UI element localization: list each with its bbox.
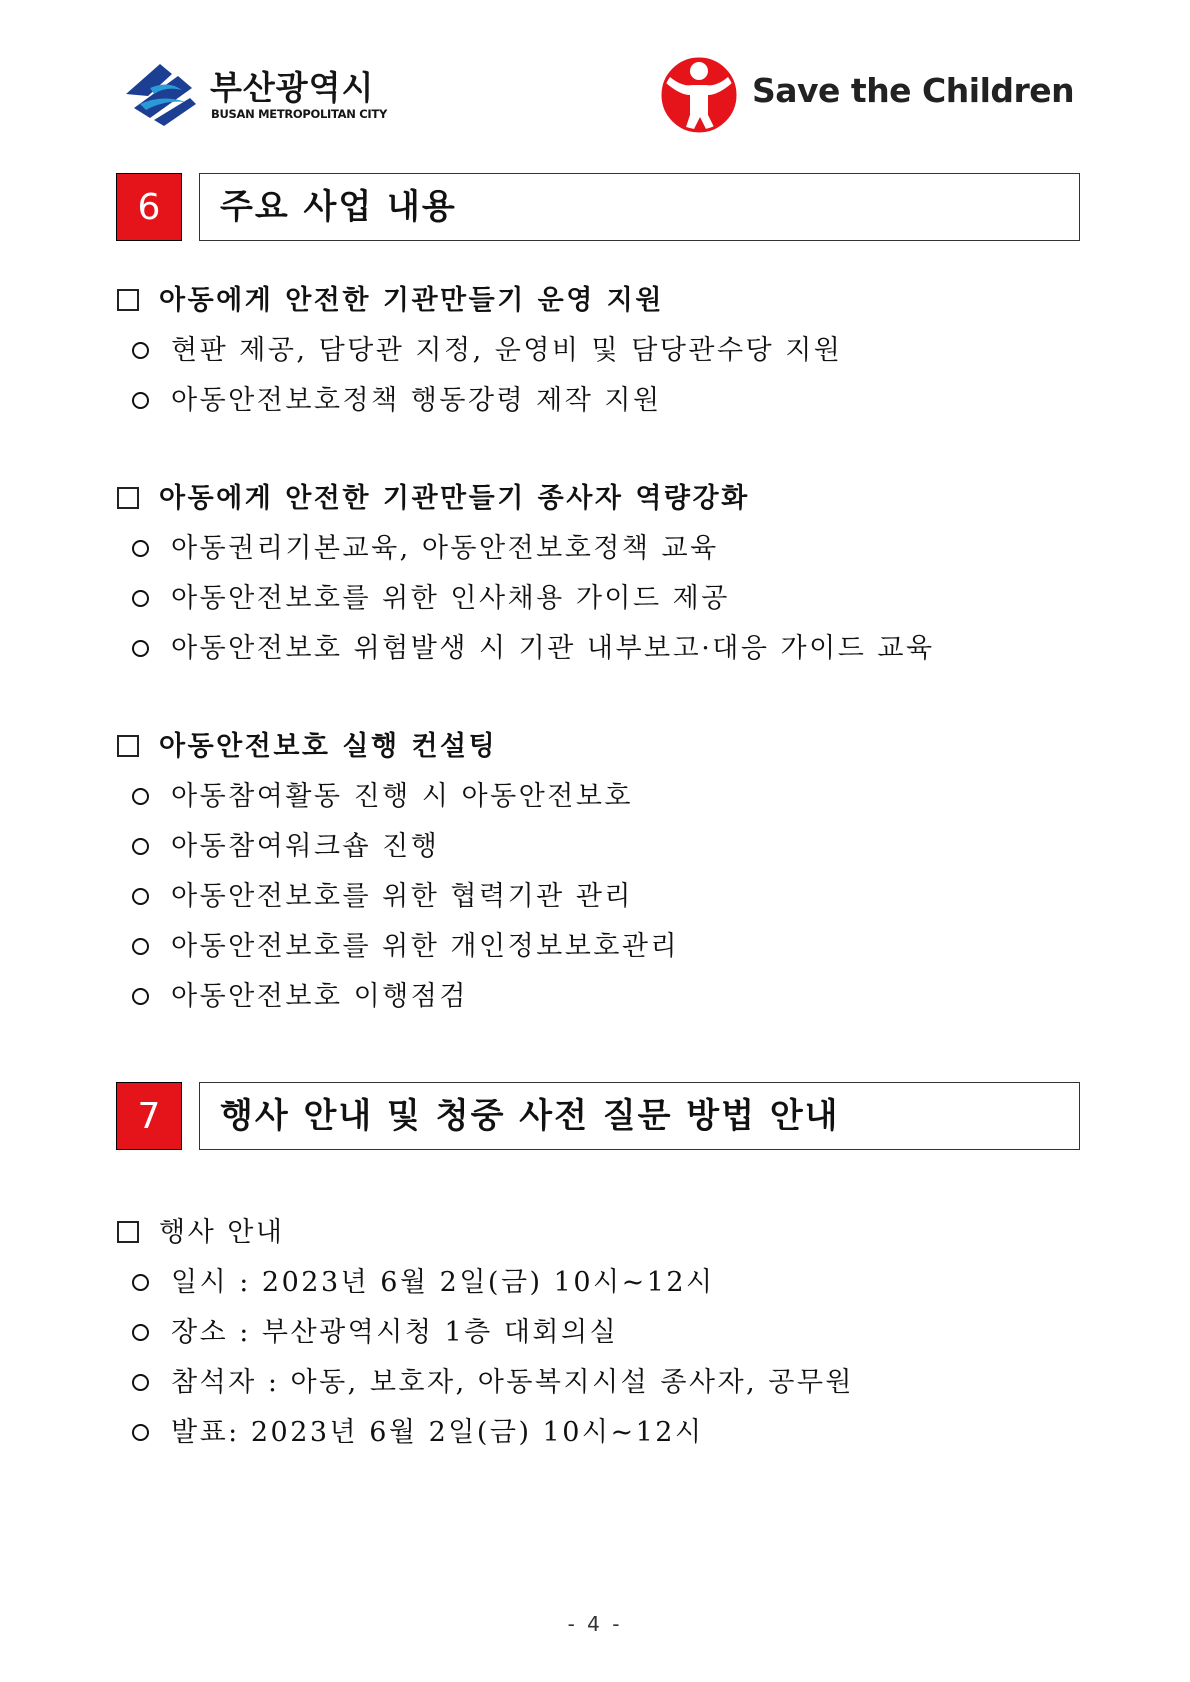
list-item — [116, 822, 1080, 872]
circle-bullet-icon — [132, 342, 149, 359]
circle-bullet-icon — [132, 590, 149, 607]
section-number: 7 — [116, 1082, 182, 1150]
busan-english-name: BUSAN METROPOLITAN CITY — [211, 107, 387, 121]
circle-bullet-icon — [132, 640, 149, 657]
list-item — [116, 772, 1080, 822]
list-item-text: 현판 제공, 담당관 지정, 운영비 및 담당관수당 지원 — [171, 335, 843, 366]
list-item — [116, 624, 1080, 674]
circle-bullet-icon — [132, 888, 149, 905]
group-title — [116, 722, 1080, 772]
content-group — [116, 474, 1080, 674]
list-item-text: 아동안전보호정책 행동강령 제작 지원 — [171, 385, 662, 416]
checkbox-icon — [117, 1221, 139, 1243]
list-item — [116, 1358, 1080, 1408]
list-item-text: 아동안전보호 이행점검 — [171, 981, 468, 1012]
busan-emblem-icon — [120, 58, 200, 128]
circle-bullet-icon — [132, 1374, 149, 1391]
circle-bullet-icon — [132, 788, 149, 805]
save-the-children-wordmark: Save the Children — [752, 71, 1075, 110]
content-group — [116, 722, 1080, 1022]
circle-bullet-icon — [132, 1424, 149, 1441]
page-header — [0, 0, 1190, 150]
save-the-children-emblem-icon — [660, 55, 740, 133]
save-the-children-logo — [660, 55, 1080, 135]
list-item — [116, 1308, 1080, 1358]
group-title-text: 아동에게 안전한 기관만들기 운영 지원 — [159, 285, 664, 316]
circle-bullet-icon — [132, 838, 149, 855]
group-title — [116, 1208, 1080, 1258]
list-item-text: 아동안전보호를 위한 협력기관 관리 — [171, 881, 633, 912]
list-item — [116, 574, 1080, 624]
section-title-box — [199, 1082, 1080, 1150]
list-item — [116, 922, 1080, 972]
list-item-text: 아동안전보호를 위한 인사채용 가이드 제공 — [171, 583, 730, 614]
group-title-text: 아동에게 안전한 기관만들기 종사자 역량강화 — [159, 483, 750, 514]
list-item-text: 아동권리기본교육, 아동안전보호정책 교육 — [171, 533, 719, 564]
list-item-text: 일시 : 2023년 6월 2일(금) 10시~12시 — [171, 1267, 715, 1298]
group-title — [116, 474, 1080, 524]
list-item-text: 발표: 2023년 6월 2일(금) 10시~12시 — [171, 1417, 704, 1448]
group-title — [116, 276, 1080, 326]
circle-bullet-icon — [132, 938, 149, 955]
list-item — [116, 524, 1080, 574]
section-number: 6 — [116, 173, 182, 241]
circle-bullet-icon — [132, 392, 149, 409]
list-item-text: 장소 : 부산광역시청 1층 대회의실 — [171, 1317, 619, 1348]
page-number: - 4 - — [567, 1612, 623, 1636]
section-heading — [116, 1082, 1080, 1150]
content-group — [116, 1208, 1080, 1458]
busan-logo — [120, 58, 400, 128]
list-item-text: 아동참여워크숍 진행 — [171, 831, 440, 862]
list-item-text: 아동안전보호를 위한 개인정보보호관리 — [171, 931, 680, 962]
circle-bullet-icon — [132, 988, 149, 1005]
busan-korean-name: 부산광역시 — [210, 68, 375, 107]
list-item-text: 아동안전보호 위험발생 시 기관 내부보고·대응 가이드 교육 — [171, 633, 935, 664]
section-title: 주요 사업 내용 — [220, 187, 457, 227]
group-title-text: 행사 안내 — [159, 1217, 285, 1248]
list-item — [116, 1258, 1080, 1308]
list-item-text: 아동참여활동 진행 시 아동안전보호 — [171, 781, 633, 812]
list-item-text: 참석자 : 아동, 보호자, 아동복지시설 종사자, 공무원 — [171, 1367, 854, 1398]
section-heading — [116, 173, 1080, 241]
list-item — [116, 972, 1080, 1022]
section-title: 행사 안내 및 청중 사전 질문 방법 안내 — [220, 1096, 840, 1136]
list-item — [116, 872, 1080, 922]
list-item — [116, 326, 1080, 376]
checkbox-icon — [117, 735, 139, 757]
checkbox-icon — [117, 487, 139, 509]
section-title-box — [199, 173, 1080, 241]
content-group — [116, 276, 1080, 426]
circle-bullet-icon — [132, 540, 149, 557]
circle-bullet-icon — [132, 1274, 149, 1291]
list-item — [116, 376, 1080, 426]
group-title-text: 아동안전보호 실행 컨설팅 — [159, 731, 498, 762]
list-item — [116, 1408, 1080, 1458]
checkbox-icon — [117, 289, 139, 311]
circle-bullet-icon — [132, 1324, 149, 1341]
